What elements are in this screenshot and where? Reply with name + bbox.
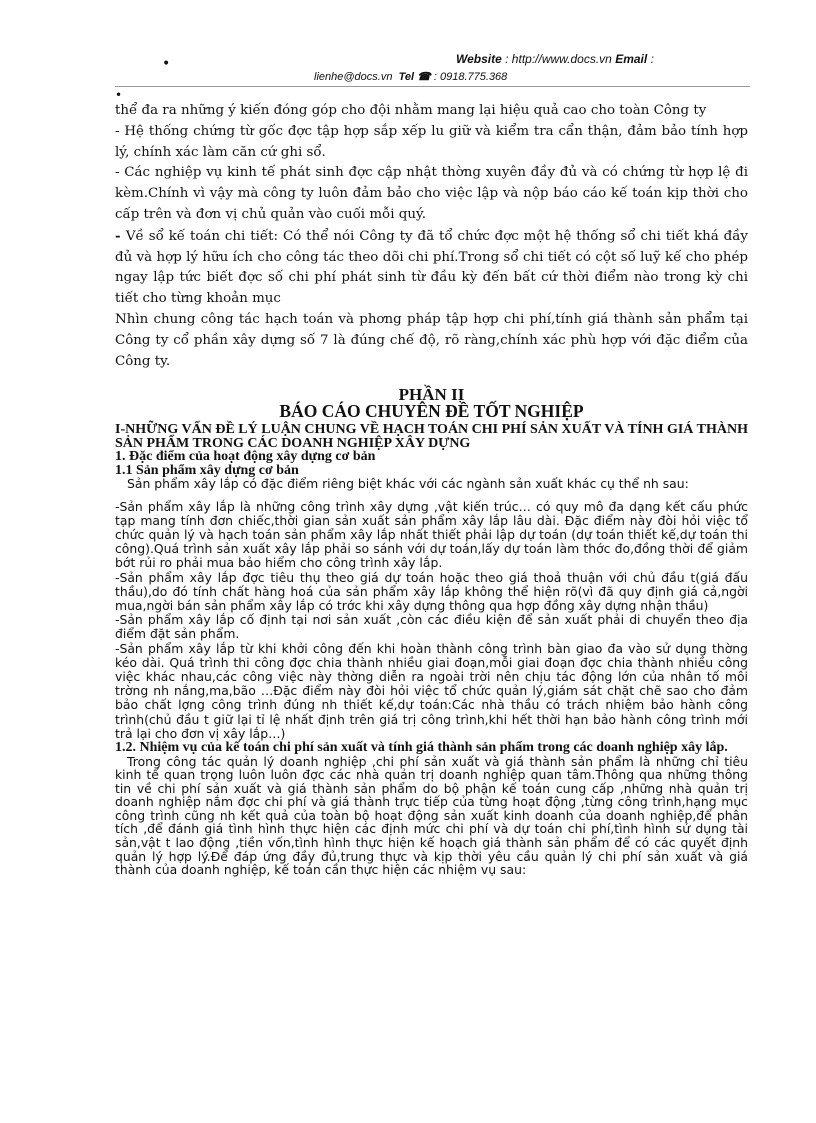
header-website-line [456, 52, 654, 66]
report-title: BÁO CÁO CHUYÊN ĐỀ TỐT NGHIỆP [279, 401, 584, 422]
transactions-paragraph: - Các nghiệp vụ kinh tế phát sinh đợc cập nhật thờng xuyên đầy đủ và có chứng từ hợp lệ đi kèm.Chính vì vậy mà công ty luôn đảm bảo cho việc lập và nộp báo cáo kế toán kịp thời cho cấp trên và đơn vị chủ quản vào cuối mỗi quý. [115, 165, 748, 222]
section-1-heading: I-NHỮNG VẤN ĐỀ LÝ LUẬN CHUNG VỀ HẠCH TOÁN CHI PHÍ SẢN XUẤT VÀ TÍNH GIÁ THÀNH SẢN PHẨM TRONG CÁC DOANH NGHIỆP XÂY DỰNG [115, 422, 748, 451]
document-body [115, 89, 748, 877]
intro-paragraph: thể đa ra những ý kiến đóng góp cho đội nhằm mang lại hiệu quả cao cho toàn Công ty [115, 103, 707, 118]
subsection-1-1-heading: 1.1 Sản phẩm xây dựng cơ bản [115, 462, 299, 478]
header-bullet: • [162, 56, 171, 72]
part-title: PHẦN II [398, 385, 465, 405]
phone-icon: ☎ [417, 71, 431, 83]
product-pricing-paragraph: -Sản phẩm xây lắp đợc tiêu thụ theo giá dự toán hoặc theo giá thoả thuận với chủ đầu t(giá đấu thầu),do đó tính chất hàng hoá của sản phẩm xây lắp không thể hiện rõ(vì đã quy định giá cả,ngời mua,ngời bán sản phẩm xây lắp có trớc khi xây dựng thông qua hợp đồng xây dựng nhận thầu) [115, 569, 748, 613]
section-1-1-intro: Sản phẩm xây lắp có đặc điểm riêng biệt khác với các ngành sản xuất khác cụ thể nh sau: [127, 476, 689, 492]
ledger-text: Về sổ kế toán chi tiết: Có thể nói Công ty đã tổ chức đợc một hệ thống sổ chi tiết khá đầy đủ và hợp lý hữu ích cho công tác theo dõi chi phí.Trong sổ chi tiết có cột số luỹ kế cho phép ngay lập tức biết đợc số chi phí phát sinh từ đầu kỳ đến bất cứ thời điểm nào trong kỳ chi tiết cho từng khoản mục [115, 228, 748, 307]
ledger-paragraph [115, 226, 748, 310]
conclusion-paragraph: Nhìn chung công tác hạch toán và phơng pháp tập hợp chi phí,tính giá thành sản phẩm tại Công ty cổ phần xây dựng số 7 là đúng chế độ, rõ ràng,chính xác phù hợp với đặc điểm của Công ty. [115, 311, 748, 369]
intro-bullet: • [115, 88, 123, 102]
header-divider [115, 86, 750, 87]
voucher-paragraph: - Hệ thống chứng từ gốc đợc tập hợp sắp xếp lu giữ và kiểm tra cẩn thận, đảm bảo tính hợp lý, chính xác làm căn cứ ghi sổ. [115, 123, 748, 160]
tel-label: Tel [398, 71, 415, 83]
ledger-lead: - [115, 227, 126, 244]
website-label: Website [456, 52, 502, 66]
email-value[interactable]: lienhe@docs.vn [314, 71, 393, 83]
product-location-paragraph: -Sản phẩm xây lắp cố định tại nơi sản xuất ,còn các điều kiện để sản xuất phải di chuyển theo địa điểm đặt sản phẩm. [115, 612, 748, 642]
email-separator: : [650, 52, 654, 66]
product-scale-paragraph: -Sản phẩm xây lắp là những công trình xây dựng ,vật kiến trúc… có quy mô đa dạng kết cấu phức tạp mang tính đơn chiếc,thời gian sản xuất sản phẩm xây lắp lâu dài. Đặc điểm này đòi hỏi việc tổ chức quản lý và hạch toán sản phẩm xây lắp nhất thiết phải lập dự toán (dự toán thiết kế,dự toán thi công).Quá trình sản xuất xây lắp phải so sánh với dự toán,lấy dự toán làm thớc đo,đồng thời để giảm bớt rủi ro phải mua bảo hiểm cho công trình xây lắp. [115, 498, 748, 571]
website-value[interactable]: : http://www.docs.vn [505, 52, 612, 66]
tel-value: : 0918.775.368 [433, 71, 508, 83]
subsection-1-heading: 1. Đặc điểm của hoạt động xây dựng cơ bản [115, 449, 376, 465]
header-contact-line [314, 70, 507, 83]
subsection-1-2-heading: 1.2. Nhiệm vụ của kế toán chi phí sản xuất và tính giá thành sản phẩm trong các doanh nghiệp xây lắp. [115, 740, 728, 756]
section-1-2-paragraph: Trong công tác quản lý doanh nghiệp ,chi phí sản xuất và giá thành sản phẩm là những chỉ tiêu kinh tế quan trọng luôn luôn đợc các nhà quản trị doanh nghiệp quan tâm.Thông qua những thông tin về chi phí sản xuất và giá thành sản phẩm do bộ phận kế toán cung cấp ,những nhà quản trị doanh nghiệp nắm đợc chi phí và giá thành trực tiếp của từng hoạt động ,từng công trình,hạng mục công trình cũng nh kết quả của toàn bộ hoạt động sản xuất kinh doanh của doanh nghiệp,để phân tích ,để đánh giá tình hình thực hiện các định mức chi phí và dự toán chi phí,tình hình sử dụng tài sản,vật t lao động ,tiền vốn,tình hình thực hiện kế hoạch giá thành sản phẩm để có các quyết định quản lý hợp lý.Để đáp ứng đầy đủ,trung thực và kịp thời yêu cầu quản lý chi phí sản xuất và giá thành của doanh nghiệp, kế toán cần thực hiện các nhiệm vụ sau: [115, 753, 748, 878]
product-duration-paragraph: -Sản phẩm xây lắp từ khi khởi công đến khi hoàn thành công trình bàn giao đa vào sử dụng thờng kéo dài. Quá trình thi công đợc chia thành nhiều giai đoạn,mỗi giai đoạn đợc chia thành nhiều công việc khác nhau,các công việc này thờng diễn ra ngoài trời nên chịu tác động lớn của nhân tố môi trờng nh nắng,ma,bão …Đặc điểm này đòi hỏi việc tổ chức quản lý,giám sát chặt chẽ sao cho đảm bảo chất lợng công trình đúng nh thiết kế,dự toán:Các nhà thầu có trách nhiệm bảo hành công trình(chủ đầu t giữ lại tỉ lệ nhất định trên giá trị công trình,khi hết thời hạn bảo hành công trình mới trả lại cho đơn vị xây lắp…) [115, 640, 748, 741]
email-label: Email [615, 52, 648, 66]
